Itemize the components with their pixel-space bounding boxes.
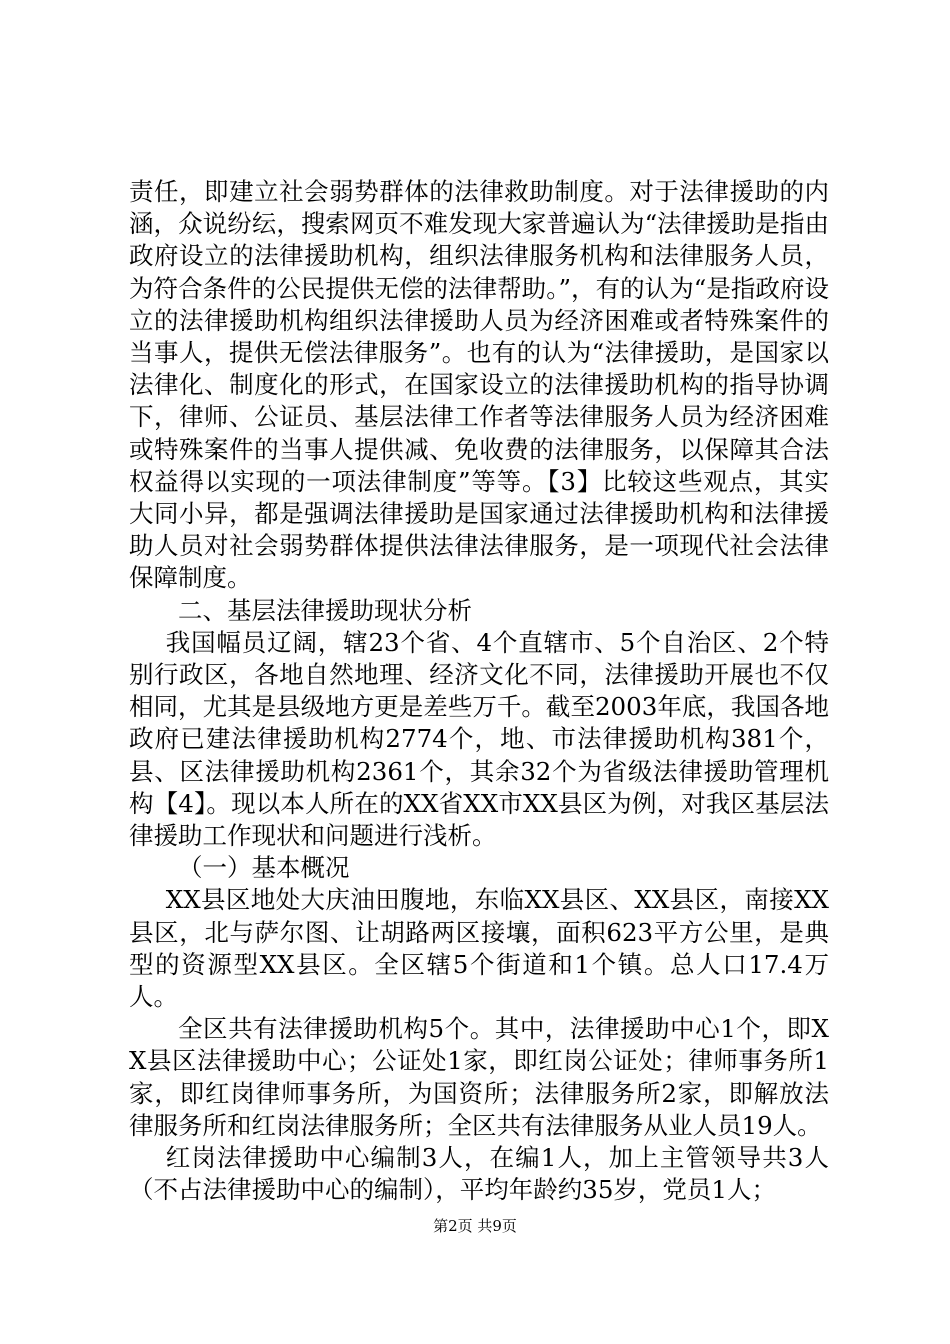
document-body [129,176,829,1207]
paragraph-district-geography: XX县区地处大庆油田腹地，东临XX县区、XX县区，南接XX县区，北与萨尔图、让胡路两区接壤，面积623平方公里，是典型的资源型XX县区。全区辖5个街道和1个镇。总人口17.4万人。 [129,885,829,1012]
page-number-footer: 第2页 共9页 [433,1217,517,1235]
subsection-heading-basic: （一）基本概况 [178,853,350,883]
paragraph-national-overview: 我国幅员辽阔，辖23个省、4个直辖市、5个自治区、2个特别行政区，各地自然地理、经济文化不同，法律援助开展也不仅相同，尤其是县级地方更是差些万千。截至2003年底，我国各地政府已建法律援助机构2774个，地、市法律援助机构381个，县、区法律援助机构2361个，其余32个为省级法律援助管理机构【4】。现以本人所在的XX省XX市XX县区为例，对我区基层法律援助工作现状和问题进行浅析。 [129,627,829,851]
paragraph-agencies: 全区共有法律援助机构5个。其中，法律援助中心1个，即XX县区法律援助中心；公证处1家，即红岗公证处；律师事务所1家，即红岗律师事务所，为国资所；法律服务所2家，即解放法律服务所和红岗法律服务所；全区共有法律服务从业人员19人。 [129,1014,829,1140]
paragraph-staffing: 红岗法律援助中心编制3人，在编1人，加上主管领导共3人（不占法律援助中心的编制），平均年龄约35岁，党员1人； [129,1143,829,1205]
paragraph-definition: 责任，即建立社会弱势群体的法律救助制度。对于法律援助的内涵，众说纷纭，搜索网页不难发现大家普遍认为“法律援助是指由政府设立的法律援助机构，组织法律服务机构和法律服务人员，为符合条件的公民提供无偿的法律帮助。”，有的认为“是指政府设立的法律援助机构组织法律援助人员为经济困难或者特殊案件的当事人，提供无偿法律服务”。也有的认为“法律援助，是国家以法律化、制度化的形式，在国家设立的法律援助机构的指导协调下，律师、公证员、基层法律工作者等法律服务人员为经济困难或特殊案件的当事人提供减、免收费的法律服务，以保障其合法权益得以实现的一项法律制度”等等。【3】比较这些观点，其实大同小异，都是强调法律援助是国家通过法律援助机构和法律援助人员对社会弱势群体提供法律法律服务，是一项现代社会法律保障制度。 [129,177,829,593]
section-heading-status: 二、基层法律援助现状分析 [178,595,472,625]
